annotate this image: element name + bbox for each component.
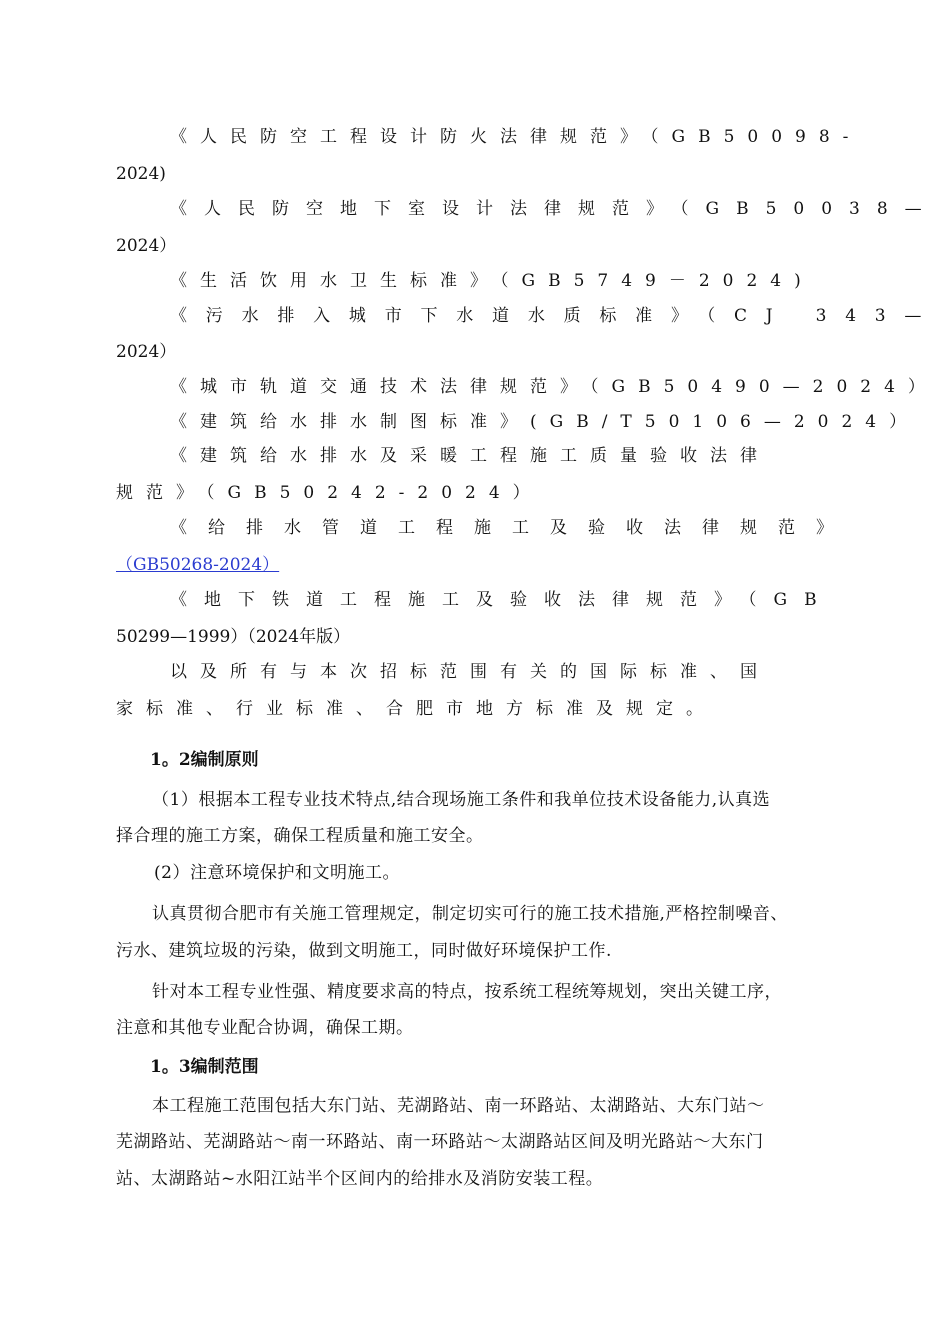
standard-7-line2: 规范》（GB50242-2024） [116, 483, 543, 503]
section-1-3-p1-line3: 站、太湖路站~水阳江站半个区间内的给排水及消防安装工程。 [116, 1169, 604, 1189]
standard-3: 《生活饮用水卫生标准》（GB5749－2024) [170, 271, 814, 291]
standard-1-line1: 《人民防空工程设计防火法律规范》（GB50098- [170, 127, 862, 147]
section-1-2-p3-line1: 认真贯彻合肥市有关施工管理规定，制定切实可行的施工技术措施,严格控制噪音、 [152, 904, 788, 924]
section-1-3-p1-line1: 本工程施工范围包括大东门站、芜湖路站、南一环路站、太湖路站、大东门站～ [152, 1096, 765, 1116]
section-1-2-p4-line2: 注意和其他专业配合协调，确保工期。 [116, 1018, 414, 1038]
section-1-2-p1-line2: 择合理的施工方案，确保工程质量和施工安全。 [116, 826, 484, 846]
section-1-3-title: 1。3编制范围 [150, 1057, 259, 1077]
section-1-3-p1-line2: 芜湖路站、芜湖路站～南一环路站、南一环路站～太湖路站区间及明光路站～大东门 [116, 1132, 764, 1152]
standard-2-line1: 《人民防空地下室设计法律规范》（GB50038— [170, 199, 939, 219]
standard-9-line1: 《地下铁道工程施工及验收法律规范》（GB [170, 590, 834, 610]
section-1-2-p1-line1: （1）根据本工程专业技术特点,结合现场施工条件和我单位技术设备能力,认真选 [152, 790, 771, 810]
standard-5: 《城市轨道交通技术法律规范》（GB50490—2024） [170, 377, 938, 397]
section-1-2-p2: (2）注意环境保护和文明施工。 [154, 863, 400, 883]
standard-2-line2: 2024） [116, 236, 177, 256]
standard-6: 《建筑给水排水制图标准》(GB/T50106—2024） [170, 412, 920, 432]
standard-8-line1: 《给排水管道工程施工及验收法律规范》 [170, 518, 854, 538]
section-1-2-p3-line2: 污水、建筑垃圾的污染，做到文明施工，同时做好环境保护工作. [116, 941, 612, 961]
standard-4-line1: 《污水排入城市下水道水质标准》（CJ 343— [170, 306, 941, 326]
standard-8-link[interactable]: （GB50268-2024） [116, 555, 280, 575]
standard-1-line2: 2024) [116, 164, 166, 184]
section-1-2-p4-line1: 针对本工程专业性强、精度要求高的特点，按系统工程统筹规划，突出关键工序， [152, 982, 782, 1002]
section-1-2-title: 1。2编制原则 [150, 750, 259, 770]
standards-note-line2: 家标准、行业标准、合肥市地方标准及规定。 [116, 699, 716, 719]
standard-7-line1: 《建筑给水排水及采暖工程施工质量验收法律 [170, 446, 770, 466]
standards-note-line1: 以及所有与本次招标范围有关的国际标准、国 [170, 662, 770, 682]
standard-4-line2: 2024） [116, 342, 177, 362]
standard-9-line2: 50299—1999）（2024年版） [116, 627, 351, 647]
